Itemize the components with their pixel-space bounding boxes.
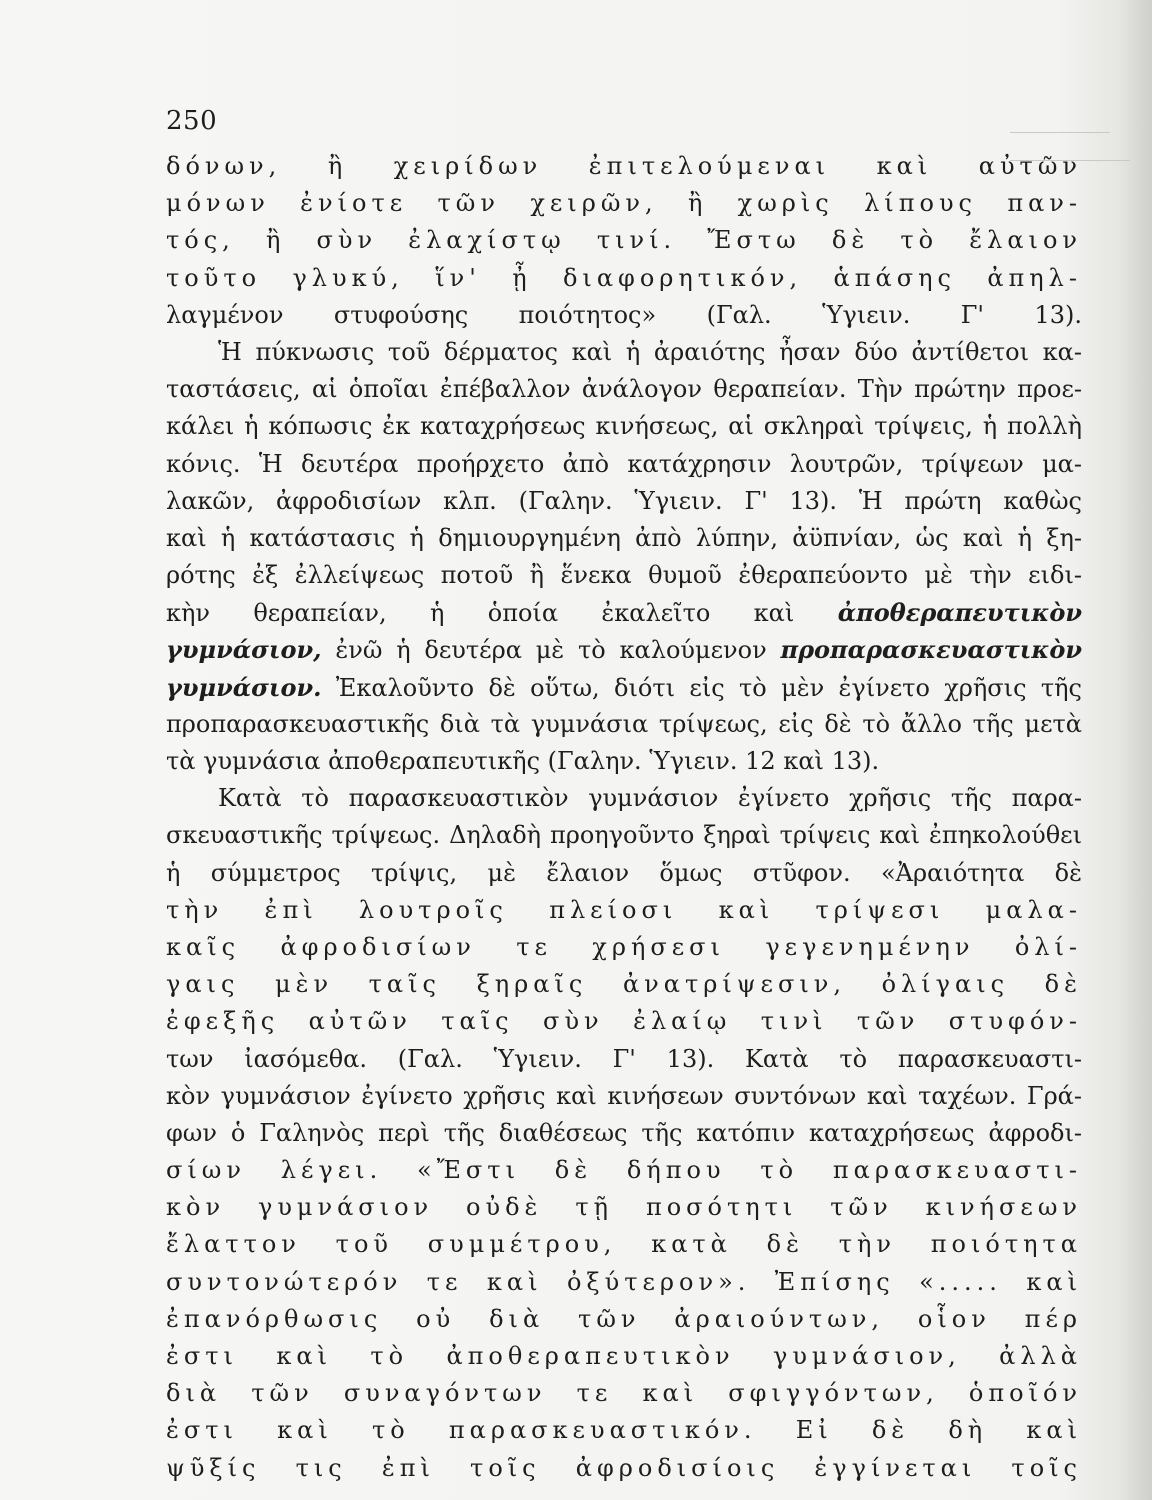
text-run: κὴν θεραπείαν, ἡ ὁποία ἐκαλεῖτο καὶ bbox=[166, 599, 795, 628]
text-line: ἐφεξῆς αὐτῶν ταῖς σὺν ἐλαίῳ τινὶ τῶν στυφόν- bbox=[166, 1007, 1082, 1036]
text-line: κόνις. Ἡ δευτέρα προήρχετο ἀπὸ κατάχρησιν λουτρῶν, τρίψεων μα- bbox=[166, 449, 1082, 478]
text-line: γαις μὲν ταῖς ξηραῖς ἀνατρίψεσιν, ὀλίγαις δὲ bbox=[166, 970, 1082, 999]
text-line: δόνων, ἢ χειρίδων ἐπιτελούμεναι καὶ αὐτῶν bbox=[166, 152, 1082, 180]
text-line: ἡ σύμμετρος τρίψις, μὲ ἔλαιον ὅμως στῦφον. «Ἀραιότητα δὲ bbox=[166, 858, 1082, 887]
text-line: συντονώτερόν τε καὶ ὀξύτερον». Ἐπίσης «..... καὶ bbox=[166, 1267, 1082, 1296]
text-line: των ἰασόμεθα. (Γαλ. Ὑγιειν. Γ' 13). Κατὰ τὸ παρασκευαστι- bbox=[166, 1044, 1082, 1073]
body-text bbox=[166, 148, 1082, 1487]
text-line: Ἡ πύκνωσις τοῦ δέρματος καὶ ἡ ἀραιότης ἦσαν δύο ἀντίθετοι κα- bbox=[218, 337, 1082, 366]
text-line bbox=[166, 669, 1082, 706]
text-line: τὴν ἐπὶ λουτροῖς πλείοσι καὶ τρίψεσι μαλα- bbox=[166, 895, 1082, 924]
text-line: λακῶν, ἀφροδισίων κλπ. (Γαλην. Ὑγιειν. Γ' 13). Ἡ πρώτη καθὼς bbox=[166, 486, 1082, 515]
text-line: καὶ ἡ κατάστασις ἡ δημιουργημένη ἀπὸ λύπην, ἀϋπνίαν, ὡς καὶ ἡ ξη- bbox=[166, 523, 1082, 552]
page-number: 250 bbox=[166, 106, 218, 136]
text-line: τός, ἢ σὺν ἐλαχίστῳ τινί. Ἔστω δὲ τὸ ἔλαιον bbox=[166, 226, 1082, 255]
bold-term: γυμνάσιον. bbox=[166, 672, 322, 702]
text-line: ἐστι καὶ τὸ ἀποθεραπευτικὸν γυμνάσιον, ἀλλὰ bbox=[166, 1342, 1082, 1370]
text-line: Κατὰ τὸ παρασκευαστικὸν γυμνάσιον ἐγίνετο χρῆσις τῆς παρα- bbox=[218, 784, 1082, 813]
text-line: κὸν γυμνάσιον οὐδὲ τῇ ποσότητι τῶν κινήσεων bbox=[166, 1193, 1082, 1222]
text-line: ψῦξίς τις ἐπὶ τοῖς ἀφροδισίοις ἐγγίνεται τοῖς bbox=[166, 1453, 1082, 1482]
text-line: λαγμένον στυφούσης ποιότητος» (Γαλ. Ὑγιειν. Γ' 13). bbox=[166, 300, 1082, 329]
text-line bbox=[166, 631, 1082, 668]
bold-term: γυμνάσιον, bbox=[166, 635, 322, 665]
text-line: τοῦτο γλυκύ, ἵν' ᾖ διαφορητικόν, ἁπάσης ἀπηλ- bbox=[166, 263, 1082, 292]
text-run: ἐνῶ ἡ δευτέρα μὲ τὸ καλούμενον bbox=[335, 636, 767, 665]
text-line: ἐπανόρθωσις οὐ διὰ τῶν ἀραιούντων, οἷον πέρ bbox=[166, 1304, 1082, 1333]
text-line: ρότης ἐξ ἐλλείψεως ποτοῦ ἢ ἕνεκα θυμοῦ ἐθεραπεύοντο μὲ τὴν ειδι- bbox=[166, 561, 1082, 590]
text-line: διὰ τῶν συναγόντων τε καὶ σφιγγόντων, ὁποῖόν bbox=[166, 1379, 1082, 1408]
text-line: προπαρασκευαστικῆς διὰ τὰ γυμνάσια τρίψεως, εἰς δὲ τὸ ἄλλο τῆς μετὰ bbox=[166, 709, 1082, 738]
text-line: φων ὁ Γαληνὸς περὶ τῆς διαθέσεως τῆς κατόπιν καταχρήσεως ἀφροδι- bbox=[166, 1118, 1082, 1147]
text-line: σίων λέγει. «Ἔστι δὲ δήπου τὸ παρασκευαστι- bbox=[166, 1156, 1082, 1185]
text-line: μόνων ἐνίοτε τῶν χειρῶν, ἢ χωρὶς λίπους παν- bbox=[166, 189, 1082, 218]
text-line: καῖς ἀφροδισίων τε χρήσεσι γεγενημένην ὀλί- bbox=[166, 932, 1082, 961]
text-line: τὰ γυμνάσια ἀποθεραπευτικῆς (Γαλην. Ὑγιειν. 12 καὶ 13). bbox=[166, 747, 880, 775]
bold-term: ἀποθεραπευτικὸν bbox=[837, 598, 1082, 628]
text-line: σκευαστικῆς τρίψεως. Δηλαδὴ προηγοῦντο ξηραὶ τρίψεις καὶ ἐπηκολούθει bbox=[166, 821, 1082, 850]
text-line: ἐστι καὶ τὸ παρασκευαστικόν. Εἰ δὲ δὴ καὶ bbox=[166, 1416, 1082, 1445]
text-line: ἔλαττον τοῦ συμμέτρου, κατὰ δὲ τὴν ποιότητα bbox=[166, 1230, 1082, 1259]
bleed-through-mark bbox=[1010, 132, 1110, 133]
bold-term: προπαρασκευαστικὸν bbox=[780, 635, 1082, 665]
text-line: ταστάσεις, αἱ ὁποῖαι ἐπέβαλλον ἀνάλογον θεραπείαν. Τὴν πρώτην προε- bbox=[166, 375, 1082, 404]
text-line: κὸν γυμνάσιον ἐγίνετο χρῆσις καὶ κινήσεων συντόνων καὶ ταχέων. Γρά- bbox=[166, 1081, 1082, 1110]
text-line bbox=[166, 594, 1082, 631]
text-run: Ἐκαλοῦντο δὲ οὕτω, διότι εἰς τὸ μὲν ἐγίνετο χρῆσις τῆς bbox=[335, 673, 1082, 702]
text-line: κάλει ἡ κόπωσις ἐκ καταχρήσεως κινήσεως, αἱ σκληραὶ τρίψεις, ἡ πολλὴ bbox=[166, 412, 1082, 441]
